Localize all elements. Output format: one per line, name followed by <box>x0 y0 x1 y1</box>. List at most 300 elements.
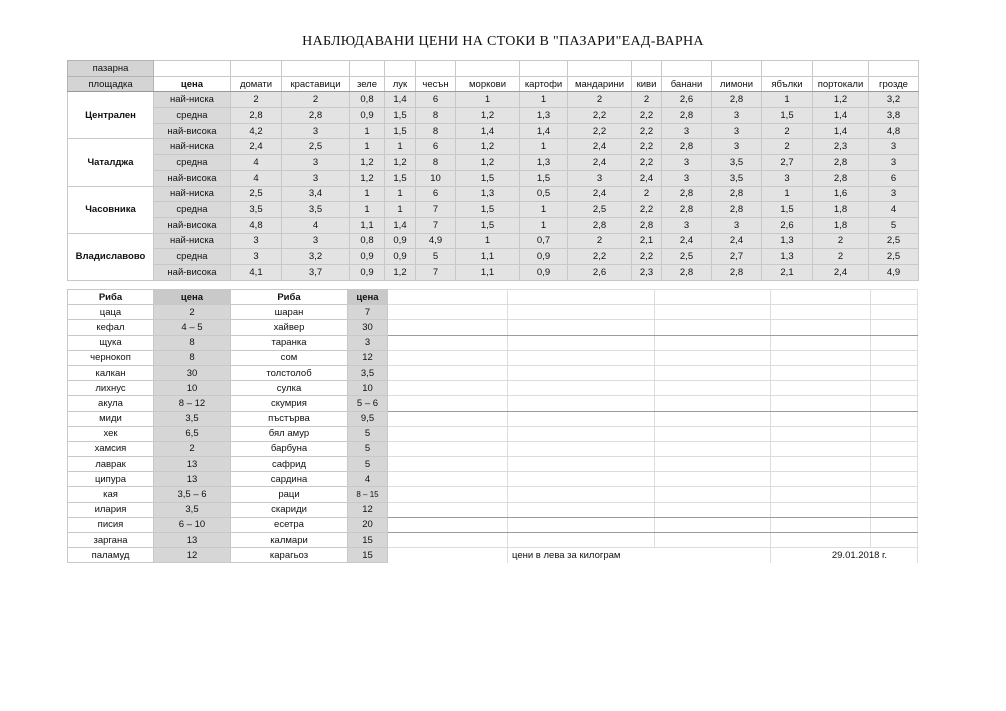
fish-price: 8 – 15 <box>348 487 388 502</box>
report-date: 29.01.2018 г. <box>771 548 918 563</box>
empty-cell <box>871 441 918 456</box>
price-cell: 3 <box>662 170 712 186</box>
fish-price: 2 <box>154 441 231 456</box>
price-cell: 1,4 <box>813 123 869 139</box>
price-cell: 1 <box>385 202 416 218</box>
fish-price: 13 <box>154 472 231 487</box>
price-cell: 2,8 <box>662 264 712 280</box>
empty-cell <box>388 533 508 548</box>
price-cell: 1 <box>520 202 568 218</box>
empty-cell <box>508 533 655 548</box>
price-cell: 2,8 <box>712 186 762 202</box>
price-cell: 10 <box>416 170 456 186</box>
price-cell: 2,5 <box>568 202 632 218</box>
empty-cell <box>655 411 771 426</box>
item-header: лук <box>385 76 416 92</box>
price-cell: 4 <box>282 217 350 233</box>
fish-name: шаран <box>231 305 348 320</box>
price-cell: 1,3 <box>762 233 813 249</box>
price-cell: 7 <box>416 264 456 280</box>
empty-cell <box>771 457 871 472</box>
price-cell: 6 <box>869 170 919 186</box>
fish-row <box>68 365 918 380</box>
price-cell: 3 <box>869 155 919 171</box>
fish-name: кефал <box>68 320 154 335</box>
fish-row <box>68 396 918 411</box>
empty-cell <box>508 487 655 502</box>
price-cell: 1,1 <box>350 217 385 233</box>
price-cell: 2,1 <box>632 233 662 249</box>
header-blank-cell <box>231 61 282 77</box>
empty-cell <box>871 305 918 320</box>
fish-price: 3,5 – 6 <box>154 487 231 502</box>
price-cell: 2,4 <box>568 186 632 202</box>
header-blank-cell <box>385 61 416 77</box>
empty-cell <box>508 502 655 517</box>
empty-cell <box>771 305 871 320</box>
price-cell: 1 <box>456 92 520 108</box>
empty-cell <box>655 457 771 472</box>
price-cell: 2,6 <box>662 92 712 108</box>
price-cell: 3,5 <box>231 202 282 218</box>
empty-cell <box>508 472 655 487</box>
price-cell: 3 <box>282 123 350 139</box>
price-cell: 2,2 <box>632 123 662 139</box>
price-cell: 3 <box>662 123 712 139</box>
price-cell: 2 <box>762 139 813 155</box>
fish-name: пъстърва <box>231 411 348 426</box>
produce-price-table <box>67 60 919 281</box>
fish-name: калкан <box>68 365 154 380</box>
fish-price: 3,5 <box>154 411 231 426</box>
fish-name: паламуд <box>68 548 154 563</box>
price-cell: 0,5 <box>520 186 568 202</box>
price-cell: 0,9 <box>350 249 385 265</box>
empty-cell <box>771 426 871 441</box>
price-cell: 2 <box>568 92 632 108</box>
price-cell: 1,5 <box>385 108 416 124</box>
empty-cell <box>508 290 655 305</box>
price-cell: 1 <box>350 202 385 218</box>
empty-cell <box>871 365 918 380</box>
fish-name: цаца <box>68 305 154 320</box>
item-header: ябълки <box>762 76 813 92</box>
price-cell: 2,2 <box>632 249 662 265</box>
empty-cell <box>388 396 508 411</box>
price-cell: 1,4 <box>520 123 568 139</box>
empty-cell <box>771 411 871 426</box>
price-cell: 2,7 <box>762 155 813 171</box>
price-cell: 2,4 <box>632 170 662 186</box>
market-name: Централен <box>68 92 154 139</box>
empty-cell <box>771 487 871 502</box>
fish-price: 30 <box>348 320 388 335</box>
empty-cell <box>655 502 771 517</box>
price-cell: 6 <box>416 186 456 202</box>
header-market-label: пазарна <box>68 61 154 77</box>
empty-cell <box>655 365 771 380</box>
price-cell: 0,9 <box>350 108 385 124</box>
price-cell: 3 <box>869 139 919 155</box>
fish-price: 8 – 12 <box>154 396 231 411</box>
fish-header-row <box>68 290 918 305</box>
price-row <box>68 170 919 186</box>
empty-cell <box>871 502 918 517</box>
price-kind-label: най-ниска <box>154 186 231 202</box>
header-blank-cell <box>632 61 662 77</box>
fish-name: писия <box>68 517 154 532</box>
price-cell: 3,2 <box>869 92 919 108</box>
price-row <box>68 249 919 265</box>
price-cell: 3 <box>712 217 762 233</box>
price-cell: 2,5 <box>869 249 919 265</box>
price-cell: 1,2 <box>350 155 385 171</box>
empty-cell <box>508 320 655 335</box>
price-cell: 3 <box>568 170 632 186</box>
price-cell: 2,4 <box>662 233 712 249</box>
price-cell: 1,3 <box>520 108 568 124</box>
price-kind-label: средна <box>154 249 231 265</box>
empty-cell <box>771 502 871 517</box>
fish-name: хайвер <box>231 320 348 335</box>
price-kind-label: най-ниска <box>154 139 231 155</box>
price-row <box>68 217 919 233</box>
empty-cell <box>871 350 918 365</box>
price-cell: 4 <box>869 202 919 218</box>
fish-row <box>68 411 918 426</box>
price-kind-label: най-ниска <box>154 233 231 249</box>
empty-cell <box>871 472 918 487</box>
header-blank-cell <box>350 61 385 77</box>
empty-cell <box>871 533 918 548</box>
price-cell: 2 <box>762 123 813 139</box>
fish-name: сулка <box>231 381 348 396</box>
empty-cell <box>771 350 871 365</box>
fish-row <box>68 487 918 502</box>
empty-cell <box>655 320 771 335</box>
price-cell: 3 <box>662 217 712 233</box>
item-header: банани <box>662 76 712 92</box>
price-cell: 2,6 <box>762 217 813 233</box>
market-name: Часовника <box>68 186 154 233</box>
empty-cell <box>871 457 918 472</box>
item-header: краставици <box>282 76 350 92</box>
price-row <box>68 233 919 249</box>
empty-cell <box>388 335 508 350</box>
empty-cell <box>388 365 508 380</box>
fish-name: хамсия <box>68 441 154 456</box>
price-kind-label: най-ниска <box>154 92 231 108</box>
fish-price: 8 <box>154 350 231 365</box>
fish-row <box>68 502 918 517</box>
price-cell: 0,9 <box>520 264 568 280</box>
fish-price: 15 <box>348 548 388 563</box>
header-blank-cell <box>456 61 520 77</box>
empty-cell <box>871 487 918 502</box>
empty-cell <box>771 335 871 350</box>
header-blank-cell <box>869 61 919 77</box>
price-kind-label: средна <box>154 108 231 124</box>
empty-cell <box>508 350 655 365</box>
price-cell: 3 <box>282 170 350 186</box>
header-blank-cell <box>662 61 712 77</box>
empty-cell <box>508 381 655 396</box>
empty-cell <box>871 335 918 350</box>
price-cell: 1,2 <box>456 139 520 155</box>
empty-cell <box>871 290 918 305</box>
empty-cell <box>388 381 508 396</box>
price-cell: 7 <box>416 217 456 233</box>
fish-row <box>68 381 918 396</box>
price-cell: 2,8 <box>712 264 762 280</box>
price-cell: 3 <box>662 155 712 171</box>
fish-name: сардина <box>231 472 348 487</box>
price-kind-label: средна <box>154 202 231 218</box>
price-cell: 4,8 <box>231 217 282 233</box>
price-cell: 2,8 <box>632 217 662 233</box>
empty-cell <box>771 365 871 380</box>
price-cell: 3 <box>282 233 350 249</box>
price-cell: 8 <box>416 123 456 139</box>
header-blank-cell <box>154 61 231 77</box>
price-cell: 2 <box>813 233 869 249</box>
fish-price: 20 <box>348 517 388 532</box>
price-cell: 1,8 <box>813 202 869 218</box>
fish-price: 12 <box>154 548 231 563</box>
fish-price: 8 <box>154 335 231 350</box>
item-header: домати <box>231 76 282 92</box>
fish-price: 7 <box>348 305 388 320</box>
price-cell: 2,8 <box>813 155 869 171</box>
price-cell: 2,4 <box>231 139 282 155</box>
fish-name: калмари <box>231 533 348 548</box>
price-cell: 0,8 <box>350 92 385 108</box>
empty-cell <box>655 350 771 365</box>
price-cell: 7 <box>416 202 456 218</box>
empty-cell <box>771 320 871 335</box>
price-cell: 3,4 <box>282 186 350 202</box>
fish-name: хек <box>68 426 154 441</box>
price-cell: 1 <box>350 139 385 155</box>
price-cell: 0,9 <box>385 249 416 265</box>
header-blank-cell <box>520 61 568 77</box>
price-cell: 2 <box>632 92 662 108</box>
empty-cell <box>771 441 871 456</box>
price-cell: 4 <box>231 155 282 171</box>
fish-price: 13 <box>154 533 231 548</box>
price-cell: 1,2 <box>456 155 520 171</box>
empty-cell <box>508 457 655 472</box>
empty-cell <box>508 517 655 532</box>
price-cell: 5 <box>869 217 919 233</box>
market-name: Чаталджа <box>68 139 154 186</box>
item-header: лимони <box>712 76 762 92</box>
price-kind-label: средна <box>154 155 231 171</box>
price-cell: 1 <box>350 186 385 202</box>
price-kind-label: най-висока <box>154 123 231 139</box>
price-cell: 1,4 <box>456 123 520 139</box>
price-cell: 6 <box>416 139 456 155</box>
price-cell: 4,2 <box>231 123 282 139</box>
price-cell: 3 <box>762 170 813 186</box>
fish-name: ципура <box>68 472 154 487</box>
price-cell: 2 <box>231 92 282 108</box>
price-cell: 2,8 <box>712 202 762 218</box>
empty-cell <box>771 533 871 548</box>
header-row-items <box>68 76 919 92</box>
empty-cell <box>655 305 771 320</box>
item-header: киви <box>632 76 662 92</box>
price-row <box>68 186 919 202</box>
empty-cell <box>508 426 655 441</box>
price-cell: 8 <box>416 108 456 124</box>
empty-cell <box>388 320 508 335</box>
fish-row <box>68 426 918 441</box>
empty-cell <box>655 381 771 396</box>
price-cell: 2,8 <box>662 108 712 124</box>
empty-cell <box>771 396 871 411</box>
item-header: грозде <box>869 76 919 92</box>
price-cell: 1,2 <box>350 170 385 186</box>
price-cell: 2,1 <box>762 264 813 280</box>
price-cell: 2 <box>632 186 662 202</box>
header-row-market <box>68 61 919 77</box>
fish-row <box>68 441 918 456</box>
price-cell: 2,3 <box>813 139 869 155</box>
price-cell: 1,5 <box>762 108 813 124</box>
price-cell: 1 <box>762 186 813 202</box>
price-cell: 3,5 <box>712 170 762 186</box>
fish-header-name: Риба <box>68 290 154 305</box>
empty-cell <box>655 441 771 456</box>
empty-cell <box>655 517 771 532</box>
empty-cell <box>655 487 771 502</box>
price-kind-label: най-висока <box>154 264 231 280</box>
price-cell: 3 <box>712 123 762 139</box>
fish-name: скумрия <box>231 396 348 411</box>
price-cell: 1,5 <box>385 123 416 139</box>
empty-cell <box>655 533 771 548</box>
price-cell: 2,5 <box>282 139 350 155</box>
price-cell: 1,4 <box>813 108 869 124</box>
price-cell: 2,7 <box>712 249 762 265</box>
empty-cell <box>655 426 771 441</box>
price-cell: 3 <box>712 108 762 124</box>
fish-name: таранка <box>231 335 348 350</box>
header-blank-cell <box>282 61 350 77</box>
price-cell: 1,5 <box>762 202 813 218</box>
header-price: цена <box>154 76 231 92</box>
price-cell: 4 <box>231 170 282 186</box>
fish-name: чернокоп <box>68 350 154 365</box>
price-cell: 1,5 <box>456 170 520 186</box>
price-cell: 2,5 <box>662 249 712 265</box>
price-cell: 3,7 <box>282 264 350 280</box>
fish-name: лаврак <box>68 457 154 472</box>
empty-cell <box>508 305 655 320</box>
item-header: чесън <box>416 76 456 92</box>
price-row <box>68 108 919 124</box>
fish-price: 15 <box>348 533 388 548</box>
price-cell: 1,2 <box>385 264 416 280</box>
fish-header-name: Риба <box>231 290 348 305</box>
fish-price: 10 <box>154 381 231 396</box>
price-cell: 2,8 <box>231 108 282 124</box>
price-cell: 0,9 <box>520 249 568 265</box>
fish-name: илария <box>68 502 154 517</box>
price-cell: 1,4 <box>385 217 416 233</box>
price-cell: 1,3 <box>520 155 568 171</box>
header-area-label: площадка <box>68 76 154 92</box>
empty-cell <box>388 350 508 365</box>
fish-price: 5 <box>348 441 388 456</box>
price-cell: 3 <box>869 186 919 202</box>
fish-price: 6 – 10 <box>154 517 231 532</box>
empty-cell <box>388 487 508 502</box>
fish-name: раци <box>231 487 348 502</box>
fish-name: карагьоз <box>231 548 348 563</box>
price-cell: 2,8 <box>813 170 869 186</box>
empty-cell <box>771 472 871 487</box>
empty-cell <box>388 411 508 426</box>
fish-row <box>68 517 918 532</box>
fish-header-price: цена <box>154 290 231 305</box>
fish-name: толстолоб <box>231 365 348 380</box>
fish-row <box>68 472 918 487</box>
empty-cell <box>771 290 871 305</box>
empty-cell <box>655 396 771 411</box>
item-header: мандарини <box>568 76 632 92</box>
price-cell: 2,8 <box>662 139 712 155</box>
price-cell: 1 <box>520 217 568 233</box>
empty-cell <box>508 396 655 411</box>
price-cell: 2,8 <box>662 202 712 218</box>
price-cell: 2,4 <box>568 139 632 155</box>
price-cell: 1,5 <box>456 217 520 233</box>
empty-cell <box>871 426 918 441</box>
price-cell: 1,4 <box>385 92 416 108</box>
price-kind-label: най-висока <box>154 170 231 186</box>
empty-cell <box>655 290 771 305</box>
price-cell: 3,2 <box>282 249 350 265</box>
empty-cell <box>871 396 918 411</box>
price-cell: 1,6 <box>813 186 869 202</box>
fish-row <box>68 457 918 472</box>
header-blank-cell <box>416 61 456 77</box>
price-cell: 2,2 <box>568 108 632 124</box>
price-cell: 1,2 <box>456 108 520 124</box>
price-cell: 0,7 <box>520 233 568 249</box>
price-cell: 1 <box>762 92 813 108</box>
fish-name: сом <box>231 350 348 365</box>
fish-row <box>68 533 918 548</box>
empty-cell <box>771 381 871 396</box>
price-cell: 2 <box>568 233 632 249</box>
price-cell: 2,8 <box>568 217 632 233</box>
item-header: картофи <box>520 76 568 92</box>
price-cell: 3 <box>231 249 282 265</box>
price-row <box>68 123 919 139</box>
price-row <box>68 92 919 108</box>
price-cell: 4,9 <box>416 233 456 249</box>
fish-name: щука <box>68 335 154 350</box>
price-cell: 2,8 <box>282 108 350 124</box>
empty-cell <box>871 411 918 426</box>
fish-price: 4 <box>348 472 388 487</box>
fish-name: барбуна <box>231 441 348 456</box>
price-cell: 1 <box>350 123 385 139</box>
price-cell: 0,8 <box>350 233 385 249</box>
